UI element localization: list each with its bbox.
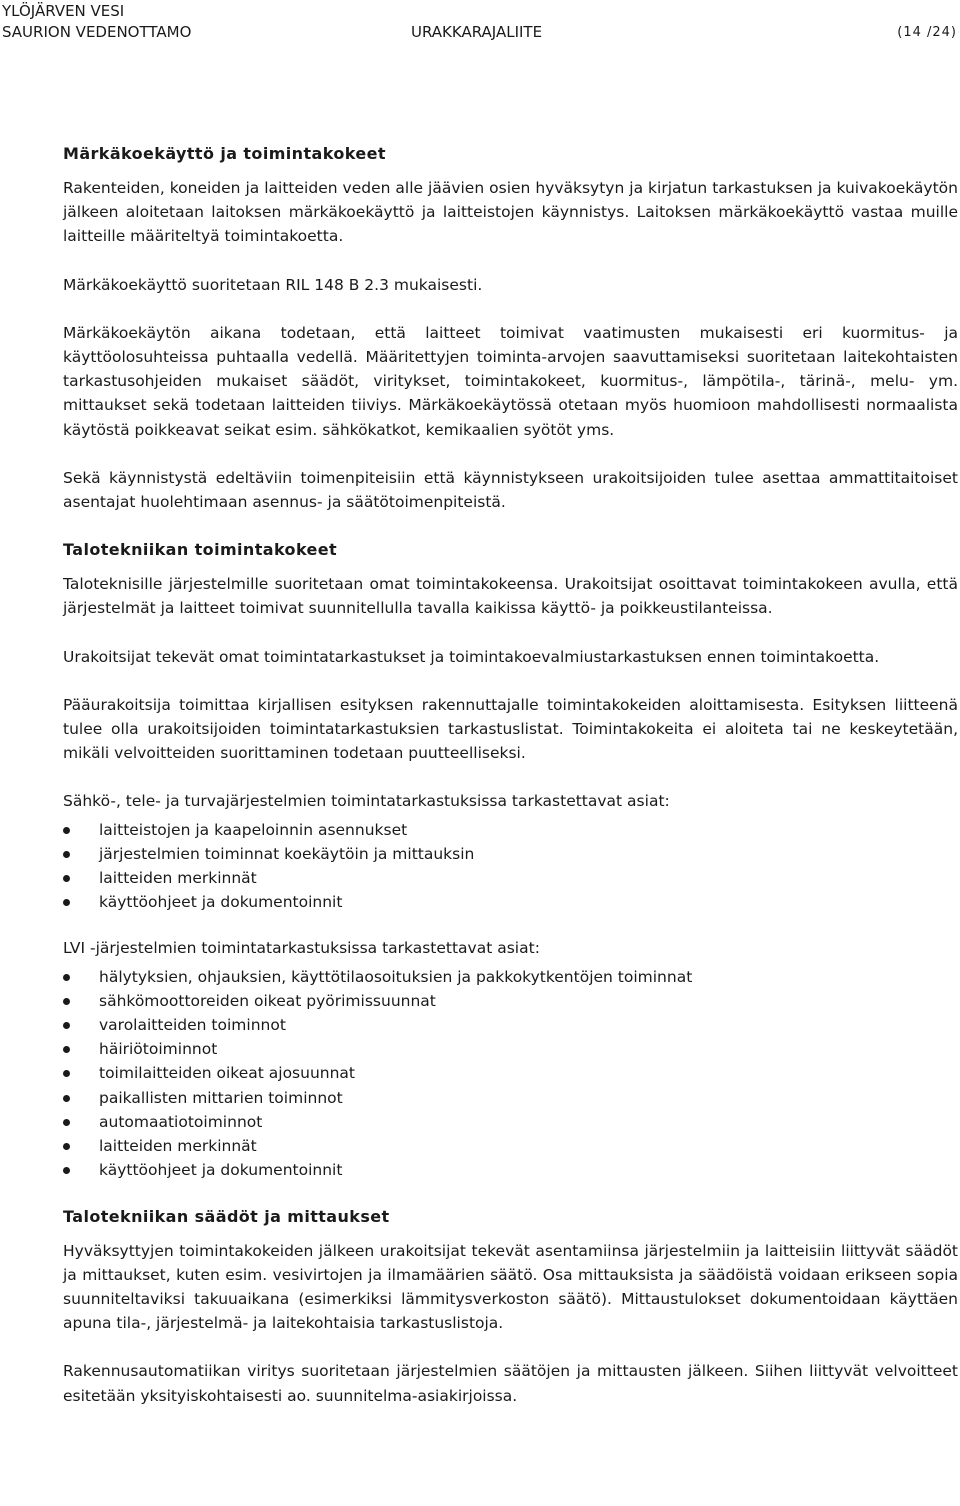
list-item: käyttöohjeet ja dokumentoinnit xyxy=(63,1158,958,1182)
list-item: järjestelmien toiminnat koekäytöin ja mittauksin xyxy=(63,842,958,866)
bullet-icon xyxy=(63,1119,70,1126)
header-organization: YLÖJÄRVEN VESI xyxy=(2,2,125,20)
header-page-number: (14 /24) xyxy=(897,25,957,40)
list-item: toimilaitteiden oikeat ajosuunnat xyxy=(63,1061,958,1085)
bullet-icon xyxy=(63,1046,70,1053)
page-header xyxy=(0,0,960,44)
list-item: käyttöohjeet ja dokumentoinnit xyxy=(63,890,958,914)
list-item: laitteiden merkinnät xyxy=(63,1134,958,1158)
hvac-check-list xyxy=(63,965,958,1183)
bullet-icon xyxy=(63,827,70,834)
list-intro-electrical: Sähkö-, tele- ja turvajärjestelmien toimintatarkastuksissa tarkastettavat asiat: xyxy=(63,792,670,811)
list-item: paikallisten mittarien toiminnot xyxy=(63,1086,958,1110)
electrical-check-list xyxy=(63,818,958,915)
paragraph-wet-test-intro: Rakenteiden, koneiden ja laitteiden veden alle jäävien osien hyväksytyn ja kirjatun tarkastuksen ja kuivakoekäytön jälkeen aloitetaan laitoksen märkäkoekäyttö ja laitteistojen käynnistys. Laitoksen märkäkoekäyttö vastaa muille laitteille määriteltyä toimintakoetta. xyxy=(63,179,958,246)
bullet-icon xyxy=(63,1070,70,1077)
bullet-icon xyxy=(63,974,70,981)
list-item: varolaitteiden toiminnot xyxy=(63,1013,958,1037)
bullet-icon xyxy=(63,875,70,882)
list-intro-hvac: LVI -järjestelmien toimintatarkastuksissa tarkastettavat asiat: xyxy=(63,939,540,958)
bullet-icon xyxy=(63,1095,70,1102)
paragraph-automation-tuning: Rakennusautomatiikan viritys suoritetaan järjestelmien säätöjen ja mittausten jälkeen. Siihen liittyvät velvoitteet esitetään yksityiskohtaisesti ao. suunnitelma-asiakirjoissa. xyxy=(63,1362,958,1405)
header-project: SAURION VEDENOTTAMO xyxy=(2,23,192,41)
list-item: sähkömoottoreiden oikeat pyörimissuunnat xyxy=(63,989,958,1013)
bullet-icon xyxy=(63,1022,70,1029)
paragraph-wet-test-standard: Märkäkoekäyttö suoritetaan RIL 148 B 2.3 mukaisesti. xyxy=(63,275,483,294)
paragraph-main-contractor-proposal: Pääurakoitsija toimittaa kirjallisen esityksen rakennuttajalle toimintakokeiden aloittamisesta. Esityksen liitteenä tulee olla urakoitsijoiden toimintatarkastuksien tarkastuslistat. Toimintakokeita ei aloiteta tai ne keskeytetään, mikäli velvoitteiden suorittaminen todetaan puutteelliseksi. xyxy=(63,695,958,763)
bullet-icon xyxy=(63,1143,70,1150)
section-title-wet-test: Märkäkoekäyttö ja toimintakokeet xyxy=(63,144,386,163)
bullet-icon xyxy=(63,899,70,906)
paragraph-wet-test-details: Märkäkoekäytön aikana todetaan, että laitteet toimivat vaatimusten mukaisesti eri kuormitus- ja käyttöolosuhteissa puhtaalla vedellä. Määritettyjen toiminta-arvojen saavuttamiseksi suoritetaan laitekohtaisten tarkastusohjeiden mukaiset säädöt, viritykset, toimintakokeet, kuormitus-, lämpötila-, tärinä-, melu- ym. mittaukset sekä todetaan laitteiden tiiviys. Märkäkoekäytössä otetaan myös huomioon mahdollisesti normaalista käytöstä poikkeavat seikat esim. sähkökatkot, kemikaalien syötöt yms. xyxy=(63,323,958,439)
bullet-icon xyxy=(63,998,70,1005)
paragraph-contractor-inspections: Urakoitsijat tekevät omat toimintatarkastukset ja toimintakoevalmiustarkastuksen ennen toimintakoetta. xyxy=(63,647,880,666)
bullet-icon xyxy=(63,1167,70,1174)
document-body xyxy=(63,142,958,1432)
list-item: hälytyksien, ohjauksien, käyttötilaosoituksien ja pakkokytkentöjen toiminnat xyxy=(63,965,958,989)
paragraph-installers: Sekä käynnistystä edeltäviin toimenpiteisiin että käynnistykseen urakoitsijoiden tulee asettaa ammattitaitoiset asentajat huolehtimaan asennus- ja säätötoimenpiteistä. xyxy=(63,468,958,512)
list-item: häiriötoiminnot xyxy=(63,1037,958,1061)
paragraph-adjustments: Hyväksyttyjen toimintakokeiden jälkeen urakoitsijat tekevät asentamiinsa järjestelmiin ja laitteisiin liittyvät säädöt ja mittaukset, kuten esim. vesivirtojen ja ilmamäärien säätö. Osa mittauksista ja säädöistä voidaan erikseen sopia suunniteltaviksi takuuaikana (esimerkiksi lämmitysverkoston säätö). Mittaustulokset dokumentoidaan käyttäen apuna tila-, järjestelmä- ja laitekohtaisia tarkastuslistoja. xyxy=(63,1241,958,1333)
list-item: laitteiden merkinnät xyxy=(63,866,958,890)
section-title-building-services-tests: Talotekniikan toimintakokeet xyxy=(63,540,338,560)
header-document-type: URAKKARAJALIITE xyxy=(411,23,543,41)
list-item: laitteistojen ja kaapeloinnin asennukset xyxy=(63,818,958,842)
list-item: automaatiotoiminnot xyxy=(63,1110,958,1134)
section-title-adjustments: Talotekniikan säädöt ja mittaukset xyxy=(63,1206,390,1226)
paragraph-system-tests: Taloteknisille järjestelmille suoritetaan omat toimintakokeensa. Urakoitsijat osoittavat toimintakokeen avulla, että järjestelmät ja laitteet toimivat suunnitellulla tavalla kaikissa käyttö- ja poikkeustilanteissa. xyxy=(63,575,958,618)
bullet-icon xyxy=(63,851,70,858)
